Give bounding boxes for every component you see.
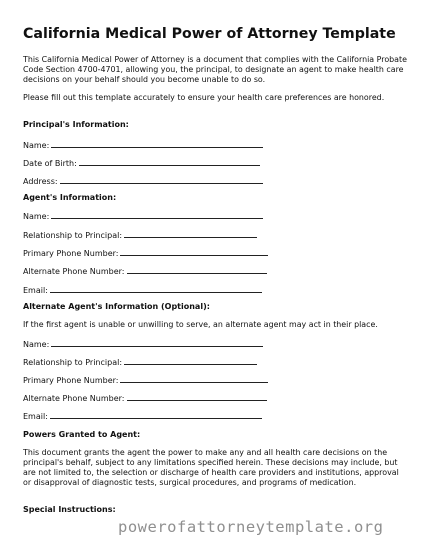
special-instructions-heading: Special Instructions: xyxy=(23,505,116,514)
alt-agent-email-label: Email: xyxy=(23,412,48,421)
agent-primary-phone-label: Primary Phone Number: xyxy=(23,249,119,258)
agent-alternate-phone-field xyxy=(23,265,267,277)
agent-name-blank[interactable] xyxy=(51,210,263,219)
alt-agent-alternate-phone-blank[interactable] xyxy=(127,392,267,401)
principal-heading: Principal's Information: xyxy=(23,120,129,129)
alt-agent-relationship-field xyxy=(23,356,257,368)
alt-agent-name-label: Name: xyxy=(23,340,50,349)
alt-agent-email-field xyxy=(23,410,262,422)
principal-address-blank[interactable] xyxy=(60,175,263,184)
agent-email-blank[interactable] xyxy=(50,284,262,293)
alt-agent-relationship-label: Relationship to Principal: xyxy=(23,358,123,367)
alt-agent-primary-phone-blank[interactable] xyxy=(120,374,268,383)
alt-agent-name-field xyxy=(23,338,263,350)
principal-name-field xyxy=(23,139,263,151)
site-watermark: powerofattorneytemplate.org xyxy=(118,518,384,536)
agent-relationship-field xyxy=(23,229,257,241)
agent-primary-phone-field xyxy=(23,247,268,259)
agent-name-label: Name: xyxy=(23,212,50,221)
alternate-agent-note: If the first agent is unable or unwilling to serve, an alternate agent may act in their place. xyxy=(23,320,378,329)
alt-agent-primary-phone-field xyxy=(23,374,268,386)
agent-email-label: Email: xyxy=(23,286,48,295)
principal-address-field xyxy=(23,175,263,187)
alternate-agent-heading: Alternate Agent's Information (Optional): xyxy=(23,302,210,311)
agent-relationship-label: Relationship to Principal: xyxy=(23,231,123,240)
principal-dob-blank[interactable] xyxy=(79,157,260,166)
instructions-paragraph: Please fill out this template accurately to ensure your health care preferences are honored. xyxy=(23,93,385,102)
principal-dob-label: Date of Birth: xyxy=(23,159,77,168)
alt-agent-relationship-blank[interactable] xyxy=(124,356,257,365)
alt-agent-alternate-phone-label: Alternate Phone Number: xyxy=(23,394,125,403)
alt-agent-primary-phone-label: Primary Phone Number: xyxy=(23,376,119,385)
agent-heading: Agent's Information: xyxy=(23,193,117,202)
alt-agent-alternate-phone-field xyxy=(23,392,267,404)
agent-name-field xyxy=(23,210,263,222)
principal-name-label: Name: xyxy=(23,141,50,150)
document-title: California Medical Power of Attorney Template xyxy=(23,26,396,42)
alt-agent-name-blank[interactable] xyxy=(51,338,263,347)
agent-email-field xyxy=(23,284,262,296)
intro-paragraph: This California Medical Power of Attorney is a document that complies with the California Probate Code Section 4700-4701, allowing you, the principal, to designate an agent to make health care decisions on your behalf should you become unable to do so. xyxy=(23,55,407,84)
principal-address-label: Address: xyxy=(23,177,58,186)
alt-agent-email-blank[interactable] xyxy=(50,410,262,419)
agent-primary-phone-blank[interactable] xyxy=(120,247,268,256)
powers-paragraph: This document grants the agent the power to make any and all health care decisions on the principal's behalf, subject to any limitations specified herein. These decisions may include, but are not limited to, the selection or discharge of health care providers and institutions, approval or disapproval of diagnostic tests, surgical procedures, and programs of medication. xyxy=(23,448,399,487)
powers-heading: Powers Granted to Agent: xyxy=(23,430,141,439)
agent-alternate-phone-blank[interactable] xyxy=(127,265,267,274)
principal-dob-field xyxy=(23,157,260,169)
agent-relationship-blank[interactable] xyxy=(124,229,257,238)
principal-name-blank[interactable] xyxy=(51,139,263,148)
agent-alternate-phone-label: Alternate Phone Number: xyxy=(23,267,125,276)
